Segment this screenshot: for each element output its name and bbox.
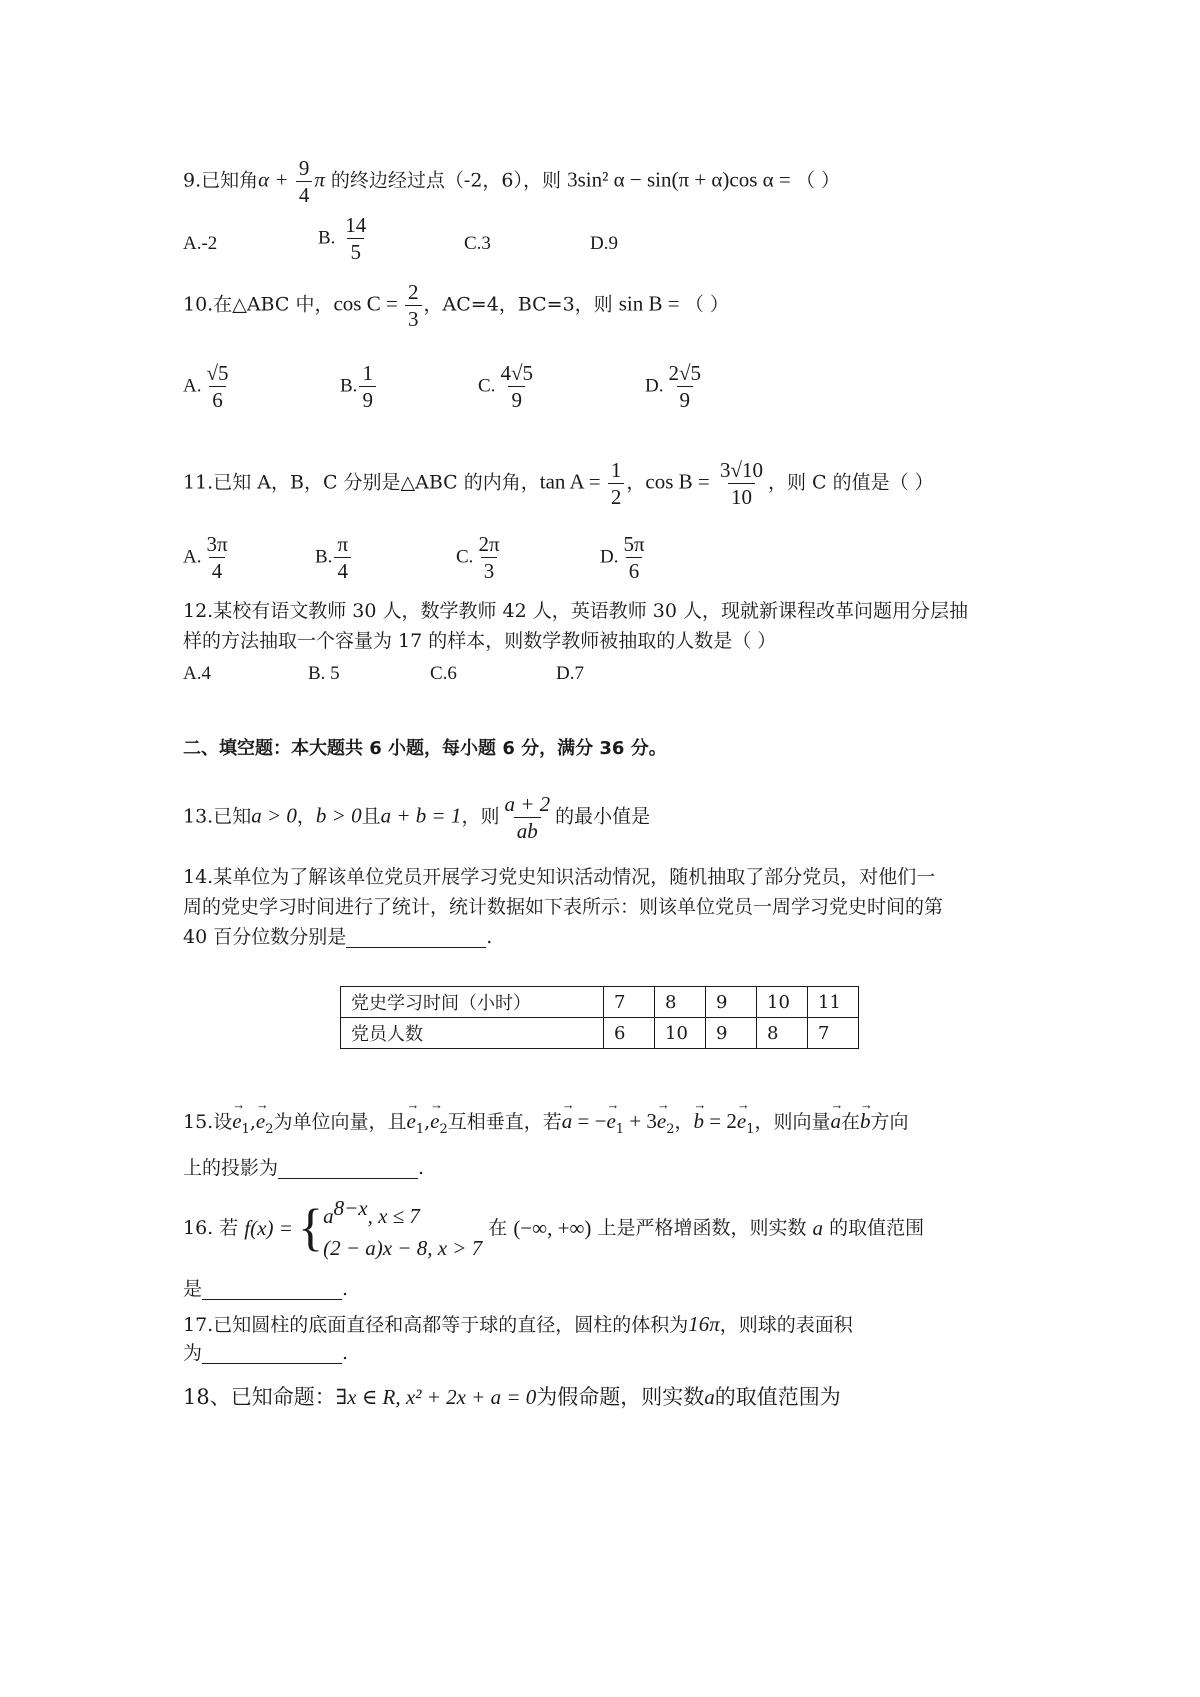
frac-den: 9 xyxy=(359,386,376,411)
q16-text-b: 在 xyxy=(482,1217,514,1239)
q10-option-d xyxy=(645,362,706,411)
q10-expr-b: sin B = xyxy=(618,291,685,316)
frac-den: 4 xyxy=(209,557,226,582)
option-label: D. xyxy=(645,375,664,397)
frac-num: 2π xyxy=(478,532,500,556)
frac-num: π xyxy=(337,532,349,556)
q11-expr-b: cos B = xyxy=(645,469,715,494)
table-cell: 6 xyxy=(604,1018,655,1049)
q15-text: 15.设 xyxy=(183,1111,233,1133)
q10-expr: cos C = xyxy=(333,291,404,316)
q9-option-c: C.3 xyxy=(464,233,491,254)
vector-e1: → e xyxy=(407,1111,416,1132)
frac-den: 2 xyxy=(608,483,625,508)
table-cell: 7 xyxy=(604,987,655,1018)
q9-fraction xyxy=(296,157,313,206)
q15-text-g: 方向 xyxy=(870,1111,909,1133)
q18-text-c: 的取值范围为 xyxy=(714,1385,841,1409)
table-cell: 9 xyxy=(706,1018,757,1049)
q9-option-b-label: B. xyxy=(318,227,336,249)
vector-e2: → e xyxy=(430,1111,439,1132)
study-time-table xyxy=(340,986,859,1049)
q18-text: 18、已知命题： xyxy=(183,1385,336,1409)
q9-stem xyxy=(183,157,840,206)
q15-expr-plus: + 3 xyxy=(624,1109,657,1133)
option-frac xyxy=(334,533,351,582)
q10-stem xyxy=(183,281,729,330)
q18-expr: ∃x ∈ R, x² + 2x + a = 0 xyxy=(335,1385,537,1409)
q9-option-b xyxy=(318,214,371,263)
vector-b: → b xyxy=(694,1111,705,1132)
q15-line-2-end: . xyxy=(418,1157,425,1179)
q17-line-1 xyxy=(183,1314,853,1335)
section-heading: 二、填空题：本大题共 6 小题，每小题 6 分，满分 36 分。 xyxy=(183,738,667,759)
q15-expr: = − xyxy=(572,1109,607,1133)
q17-text-b: ，则球的表面积 xyxy=(719,1314,853,1336)
option-label: C. xyxy=(478,375,496,397)
q16-stem xyxy=(183,1193,924,1264)
comma: , xyxy=(424,1111,431,1133)
q11-option-a xyxy=(183,533,233,582)
table-cell: 7 xyxy=(808,1018,859,1049)
q16-piecewise xyxy=(323,1193,482,1264)
comma: , xyxy=(249,1111,256,1133)
subscript: 2 xyxy=(265,1121,274,1137)
q14-line-3-text: 40 百分位数分别是 xyxy=(183,926,347,948)
q14-line-3-end: . xyxy=(486,926,493,948)
case-base: a xyxy=(323,1204,334,1228)
q16-text-c: 上是严格增函数，则实数 xyxy=(591,1217,813,1239)
option-frac xyxy=(665,362,704,411)
table-cell: 11 xyxy=(808,987,859,1018)
case-exponent: 8−x xyxy=(333,1196,368,1220)
frac-num: 2√5 xyxy=(668,361,702,385)
q12-option-d: D.7 xyxy=(556,663,584,684)
q18-var: a xyxy=(704,1385,715,1409)
q15-text-c: 互相垂直，若 xyxy=(447,1111,562,1133)
option-frac xyxy=(203,533,230,582)
option-label: B. xyxy=(340,375,358,397)
q16-text-d: 的取值范围 xyxy=(823,1217,925,1239)
q9-option-d: D.9 xyxy=(590,233,618,254)
q13-fraction xyxy=(501,793,553,842)
q11-sep: ， xyxy=(626,471,646,494)
q12-option-b: B. 5 xyxy=(308,663,340,684)
q17-line-2 xyxy=(183,1344,348,1364)
option-label: B. xyxy=(315,546,333,568)
q18-stem xyxy=(183,1387,841,1408)
vector-e2: → e xyxy=(657,1111,666,1132)
q11-expr-a: tan A = xyxy=(539,469,606,494)
option-label: A. xyxy=(183,546,202,568)
q16-case-1 xyxy=(323,1193,482,1233)
q10-text-b: ，AC=4，BC=3，则 xyxy=(423,293,619,316)
answer-blank[interactable] xyxy=(202,1280,342,1300)
q11-option-c xyxy=(456,533,505,582)
q9-expr-c: 3sin² α − sin(π + α)cos α = xyxy=(567,167,796,192)
q11-stem xyxy=(183,459,934,508)
q11-text-b: ，则 C 的值是（ ） xyxy=(768,471,934,494)
q16-case-2: (2 − a)x − 8, x > 7 xyxy=(323,1235,483,1260)
q17-expr: 16π xyxy=(688,1312,720,1336)
vector-a: → a xyxy=(831,1111,842,1132)
q18-text-b: 为假命题，则实数 xyxy=(536,1385,705,1409)
q9-option-b-frac xyxy=(342,214,369,263)
q13-text-c: ，则 xyxy=(461,805,500,828)
q10-option-c xyxy=(478,362,538,411)
frac-num: √5 xyxy=(206,361,229,385)
q16-line-2-end: . xyxy=(342,1278,349,1300)
q13-text: 13.已知 xyxy=(183,805,252,828)
table-row xyxy=(341,1018,859,1049)
q16-function: f(x) = xyxy=(244,1216,299,1240)
q11-fraction-2 xyxy=(717,459,766,508)
q16-var: a xyxy=(812,1216,824,1240)
q13-sep: ， xyxy=(296,805,316,828)
vector-b: → b xyxy=(860,1111,871,1132)
q14-line-3 xyxy=(183,928,492,948)
option-label: D. xyxy=(600,546,619,568)
q10-option-a xyxy=(183,362,234,411)
frac-num: 5π xyxy=(623,532,645,556)
q9-option-a: A.-2 xyxy=(183,233,218,254)
table-cell: 8 xyxy=(655,987,706,1018)
vector-e1: → e xyxy=(737,1111,746,1132)
table-header-cell: 党员人数 xyxy=(341,1018,604,1049)
frac-num: 14 xyxy=(345,213,367,237)
q13-text-d: 的最小值是 xyxy=(555,805,651,828)
q11-option-b xyxy=(315,533,353,582)
answer-blank[interactable] xyxy=(202,1344,342,1364)
q12-line-2: 样的方法抽取一个容量为 17 的样本，则数学教师被抽取的人数是（ ） xyxy=(183,630,777,652)
q12-line-1: 12.某校有语文教师 30 人，数学教师 42 人，英语教师 30 人，现就新课程改革问题用分层抽 xyxy=(183,600,968,622)
frac-num: 1 xyxy=(610,458,622,482)
table-header-cell: 党史学习时间（小时） xyxy=(341,987,604,1018)
subscript: 1 xyxy=(746,1121,755,1137)
vector-e1: → e xyxy=(232,1111,241,1132)
vector-a: → a xyxy=(562,1111,573,1132)
option-frac xyxy=(620,533,647,582)
q17-line-2-text: 为 xyxy=(183,1342,203,1364)
frac-den: 6 xyxy=(626,557,643,582)
option-frac xyxy=(497,362,536,411)
q11-fraction-1 xyxy=(608,459,625,508)
table-cell: 9 xyxy=(706,987,757,1018)
subscript: 2 xyxy=(439,1121,448,1137)
q9-text: 9.已知角 xyxy=(183,169,259,192)
q9-expr: α + xyxy=(258,167,294,192)
q15-text-b: 为单位向量，且 xyxy=(273,1111,407,1133)
q10-text: 10.在△ABC 中， xyxy=(183,293,334,316)
frac-num: 2 xyxy=(408,280,419,304)
table-cell: 10 xyxy=(655,1018,706,1049)
q15-text-e: ，则向量 xyxy=(754,1111,831,1133)
frac-num: a + 2 xyxy=(504,792,551,816)
frac-den: 9 xyxy=(508,386,525,411)
q9-text-b: 的终边经过点（-2，6），则 xyxy=(324,169,568,192)
case-condition: , x ≤ 7 xyxy=(367,1204,420,1228)
option-frac xyxy=(203,362,231,411)
q15-line-2 xyxy=(183,1159,424,1179)
q16-interval: (−∞, +∞) xyxy=(513,1216,592,1240)
q13-expr-c: a + b = 1 xyxy=(380,803,462,828)
q11-text: 11.已知 A，B，C 分别是△ABC 的内角， xyxy=(183,471,540,494)
q15-expr-b: = 2 xyxy=(704,1109,737,1133)
q14-line-2: 周的党史学习时间进行了统计，统计数据如下表所示：则该单位党员一周学习党史时间的第 xyxy=(183,896,944,918)
q10-paren: （ ） xyxy=(684,293,729,316)
frac-den: 6 xyxy=(209,386,226,411)
frac-den: 9 xyxy=(677,386,694,411)
option-frac xyxy=(475,533,502,582)
q13-expr-a: a > 0 xyxy=(251,803,297,828)
frac-den: ab xyxy=(514,817,541,842)
option-label: C. xyxy=(456,546,474,568)
q10-fraction xyxy=(405,281,422,330)
q15-line-2-text: 上的投影为 xyxy=(183,1157,279,1179)
q9-frac-num: 9 xyxy=(298,156,310,180)
q11-option-d xyxy=(600,533,650,582)
frac-den: 3 xyxy=(405,305,422,330)
subscript: 1 xyxy=(241,1121,250,1137)
answer-blank[interactable] xyxy=(278,1159,418,1179)
q17-line-2-end: . xyxy=(342,1342,349,1364)
frac-num: 4√5 xyxy=(500,361,533,385)
option-label: A. xyxy=(183,375,202,397)
frac-den: 10 xyxy=(728,483,755,508)
option-frac xyxy=(359,362,376,411)
vector-e2: → e xyxy=(256,1111,265,1132)
answer-blank[interactable] xyxy=(346,928,486,948)
frac-num: 1 xyxy=(362,361,373,385)
frac-num: 3√10 xyxy=(719,458,763,482)
q9-pi: π xyxy=(314,167,325,192)
q16-line-2-text: 是 xyxy=(183,1278,203,1300)
table-cell: 10 xyxy=(757,987,808,1018)
q14-line-1: 14.某单位为了解该单位党员开展学习党史知识活动情况，随机抽取了部分党员，对他们一 xyxy=(183,866,936,888)
q15-stem xyxy=(183,1111,909,1136)
q13-stem xyxy=(183,793,650,842)
q15-text-f: 在 xyxy=(841,1111,861,1133)
q17-text: 17.已知圆柱的底面直径和高都等于球的直径，圆柱的体积为 xyxy=(183,1314,689,1336)
q12-option-a: A.4 xyxy=(183,663,211,684)
q13-text-b: 且 xyxy=(361,805,381,828)
vector-e1: → e xyxy=(606,1111,615,1132)
comma: ， xyxy=(674,1111,694,1133)
q16-text: 16. 若 xyxy=(183,1217,245,1239)
table-cell: 8 xyxy=(757,1018,808,1049)
frac-den: 5 xyxy=(347,238,364,263)
q12-option-c: C.6 xyxy=(430,663,457,684)
subscript: 1 xyxy=(615,1121,625,1137)
frac-num: 3π xyxy=(206,532,228,556)
q9-paren: （ ） xyxy=(796,169,841,192)
subscript: 2 xyxy=(666,1121,675,1137)
subscript: 1 xyxy=(415,1121,425,1137)
q13-expr-b: b > 0 xyxy=(315,803,362,828)
left-brace-icon: { xyxy=(298,1199,324,1257)
q9-frac-den: 4 xyxy=(296,181,313,206)
q16-line-2 xyxy=(183,1280,348,1300)
q10-option-b xyxy=(340,362,378,411)
table-row xyxy=(341,987,859,1018)
frac-den: 4 xyxy=(334,557,351,582)
frac-den: 3 xyxy=(481,557,498,582)
